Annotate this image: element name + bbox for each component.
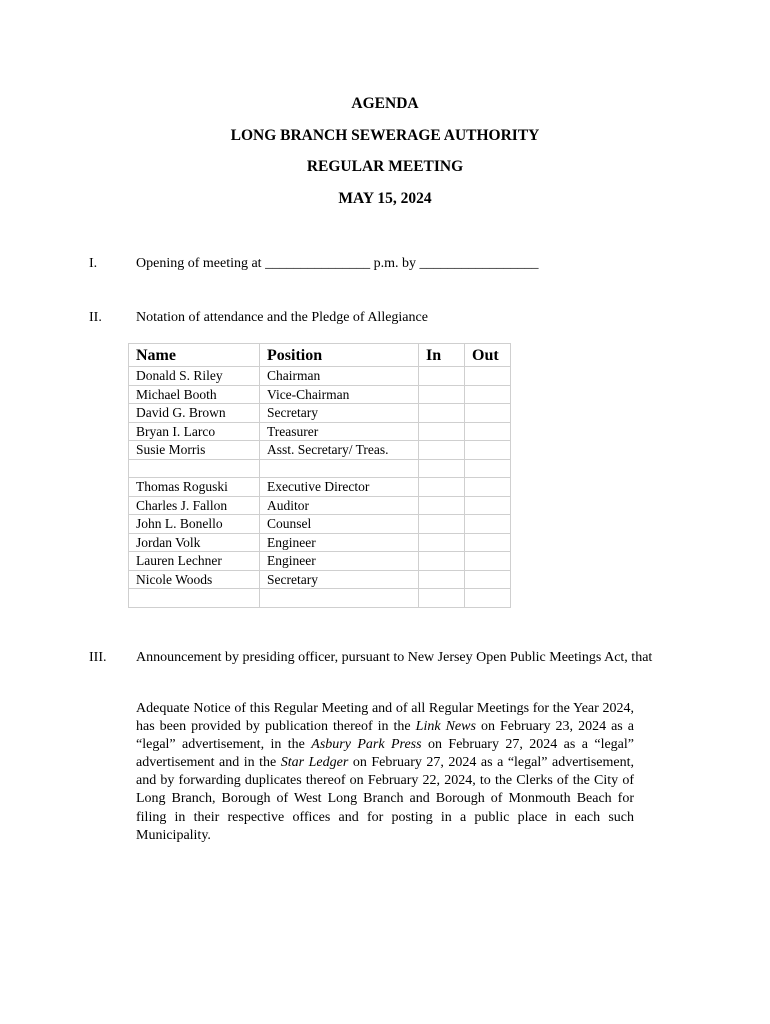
attendee-name [129, 459, 260, 478]
notice-part-1: Adequate Notice of this Regular Meeting and of all Regular Meetings for the Year 2024, has been provided by publication thereof in the [136, 701, 634, 735]
attendance-in-cell [419, 552, 465, 571]
attendee-position: Asst. Secretary/ Treas. [260, 441, 419, 460]
attendance-in-cell [419, 496, 465, 515]
item-i-number: I. [89, 256, 98, 271]
attendance-in-cell [419, 459, 465, 478]
attendance-out-cell [465, 367, 511, 386]
attendance-in-cell [419, 404, 465, 423]
publication-asbury-park-press: Asbury Park Press [311, 737, 422, 753]
attendance-row [129, 385, 511, 404]
attendee-position: Secretary [260, 570, 419, 589]
attendee-name: Michael Booth [129, 385, 260, 404]
attendance-row [129, 552, 511, 571]
attendance-in-cell [419, 533, 465, 552]
attendance-out-cell [465, 496, 511, 515]
attendance-row [129, 459, 511, 478]
attendee-position: Secretary [260, 404, 419, 423]
meeting-type: REGULAR MEETING [306, 158, 464, 175]
attendee-position [260, 589, 419, 608]
attendance-row [129, 496, 511, 515]
attendee-position: Treasurer [260, 422, 419, 441]
attendance-in-cell [419, 570, 465, 589]
attendance-row [129, 478, 511, 497]
attendance-row [129, 533, 511, 552]
attendee-name: Bryan I. Larco [129, 422, 260, 441]
attendee-position: Vice-Chairman [260, 385, 419, 404]
attendee-name: David G. Brown [129, 404, 260, 423]
agenda-title: AGENDA [351, 95, 419, 112]
item-i-text: Opening of meeting at _______________ p.m. by _________________ [136, 256, 539, 271]
item-ii-number: II. [89, 310, 102, 325]
attendee-position: Chairman [260, 367, 419, 386]
item-iii-number: III. [89, 650, 107, 665]
attendance-in-cell [419, 589, 465, 608]
attendance-row [129, 589, 511, 608]
attendee-position [260, 459, 419, 478]
meeting-date: MAY 15, 2024 [338, 190, 432, 207]
attendance-in-cell [419, 422, 465, 441]
attendee-name [129, 589, 260, 608]
attendee-name: Susie Morris [129, 441, 260, 460]
attendance-in-cell [419, 385, 465, 404]
attendee-name: Donald S. Riley [129, 367, 260, 386]
publication-star-ledger: Star Ledger [280, 755, 349, 771]
attendance-out-cell [465, 459, 511, 478]
attendee-name: Jordan Volk [129, 533, 260, 552]
header-name: Name [129, 344, 260, 367]
attendee-position: Auditor [260, 496, 419, 515]
notice-part-3: on February 27, 2024 as a “legal” advertisement and in the [136, 737, 635, 771]
authority-name: LONG BRANCH SEWERAGE AUTHORITY [230, 127, 540, 144]
attendance-out-cell [465, 533, 511, 552]
attendance-out-cell [465, 552, 511, 571]
attendance-out-cell [465, 385, 511, 404]
attendance-out-cell [465, 570, 511, 589]
header-out: Out [465, 344, 511, 367]
attendance-out-cell [465, 515, 511, 534]
attendee-position: Engineer [260, 552, 419, 571]
attendee-name: Lauren Lechner [129, 552, 260, 571]
attendance-row [129, 422, 511, 441]
attendance-out-cell [465, 441, 511, 460]
attendance-in-cell [419, 367, 465, 386]
header-position: Position [260, 344, 419, 367]
attendance-in-cell [419, 478, 465, 497]
attendee-name: Nicole Woods [129, 570, 260, 589]
notice-part-2: on February 23, 2024 as a “legal” advertisement, in the [136, 719, 634, 753]
attendance-out-cell [465, 478, 511, 497]
attendance-table [128, 343, 511, 608]
attendee-position: Engineer [260, 533, 419, 552]
attendee-position: Counsel [260, 515, 419, 534]
attendance-out-cell [465, 589, 511, 608]
item-ii-text: Notation of attendance and the Pledge of Allegiance [136, 310, 428, 325]
attendee-name: John L. Bonello [129, 515, 260, 534]
attendance-row [129, 441, 511, 460]
attendance-row [129, 570, 511, 589]
attendance-in-cell [419, 441, 465, 460]
item-iii-text: Announcement by presiding officer, pursuant to New Jersey Open Public Meetings Act, that [136, 650, 653, 665]
attendance-header-row [129, 344, 511, 367]
attendance-in-cell [419, 515, 465, 534]
attendance-row [129, 367, 511, 386]
attendance-out-cell [465, 422, 511, 441]
attendee-name: Thomas Roguski [129, 478, 260, 497]
attendee-name: Charles J. Fallon [129, 496, 260, 515]
attendee-position: Executive Director [260, 478, 419, 497]
attendance-row [129, 515, 511, 534]
notice-paragraph [136, 700, 634, 845]
header-in: In [419, 344, 465, 367]
notice-part-4: on February 27, 2024 as a “legal” advertisement, and by forwarding duplicates thereof on February 22, 2024, to the Clerks of the City of Long Branch, Borough of West Long Branch and Borough of Monmouth Beach for filing in their respective offices and for posting in a public place in each such Municipality. [136, 755, 635, 843]
publication-link-news: Link News [415, 719, 476, 735]
attendance-out-cell [465, 404, 511, 423]
attendance-row [129, 404, 511, 423]
